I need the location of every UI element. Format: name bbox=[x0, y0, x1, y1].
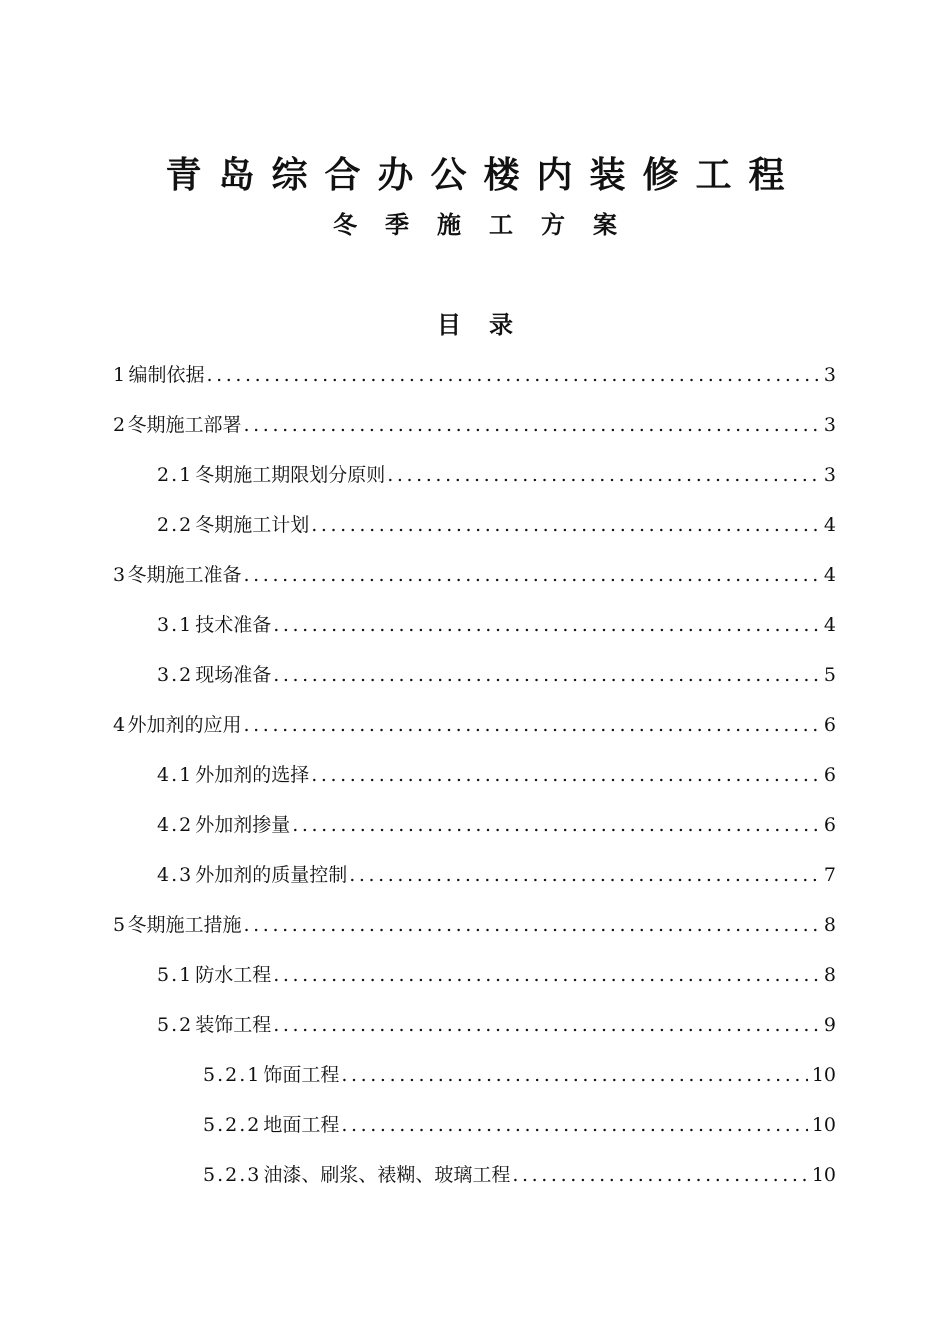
toc-entry-number: 5.2.1 bbox=[203, 1064, 262, 1086]
toc-entry-label: 冬期施工措施 bbox=[127, 914, 242, 936]
toc-entry-page: 6 bbox=[823, 764, 836, 786]
document-title: 青岛综合办公楼内装修工程 bbox=[165, 154, 802, 196]
toc-leader-dots bbox=[387, 450, 820, 500]
toc-entry-number: 4.3 bbox=[157, 864, 194, 886]
toc-entry-page: 10 bbox=[811, 1164, 836, 1186]
toc-entry-page: 4 bbox=[823, 614, 836, 636]
toc-entry-2-2[interactable] bbox=[157, 500, 836, 550]
toc-entry-label: 外加剂的选择 bbox=[195, 764, 310, 786]
toc-entry-number: 3.1 bbox=[157, 614, 194, 636]
toc-entry-2[interactable] bbox=[113, 400, 836, 450]
toc-entry-label: 现场准备 bbox=[195, 664, 272, 686]
toc-entry-number: 3 bbox=[113, 564, 126, 586]
toc-entry-number: 4.2 bbox=[157, 814, 194, 836]
toc-entry-label: 技术准备 bbox=[195, 614, 272, 636]
toc-entry-page: 5 bbox=[823, 664, 836, 686]
toc-entry-page: 3 bbox=[823, 414, 836, 436]
toc-leader-dots bbox=[341, 1050, 807, 1100]
toc-entry-4[interactable] bbox=[113, 700, 836, 750]
toc-entry-5-2-1[interactable] bbox=[203, 1050, 836, 1100]
toc-leader-dots bbox=[244, 900, 820, 950]
toc-entry-label: 外加剂掺量 bbox=[195, 814, 291, 836]
toc-entry-page: 3 bbox=[823, 364, 836, 386]
toc-entry-4-2[interactable] bbox=[157, 800, 836, 850]
toc-entry-2-1[interactable] bbox=[157, 450, 836, 500]
toc-leader-dots bbox=[512, 1150, 807, 1200]
toc-entry-label: 编制依据 bbox=[128, 364, 205, 386]
toc-entry-number: 2 bbox=[113, 414, 126, 436]
toc-entry-page: 4 bbox=[823, 564, 836, 586]
toc-entry-5-2-3[interactable] bbox=[203, 1150, 836, 1200]
toc-heading: 目录 bbox=[437, 310, 541, 339]
toc-entry-number: 5.2 bbox=[157, 1014, 194, 1036]
document-subtitle: 冬季施工方案 bbox=[333, 210, 645, 239]
toc-leader-dots bbox=[311, 750, 820, 800]
toc-entry-number: 1 bbox=[113, 364, 126, 386]
toc-leader-dots bbox=[244, 700, 820, 750]
toc-leader-dots bbox=[273, 950, 820, 1000]
toc-leader-dots bbox=[244, 550, 820, 600]
toc-entry-label: 饰面工程 bbox=[263, 1064, 340, 1086]
toc-entry-page: 8 bbox=[823, 914, 836, 936]
toc-entry-number: 5 bbox=[113, 914, 126, 936]
toc-entry-1[interactable] bbox=[113, 350, 836, 400]
toc-entry-label: 地面工程 bbox=[263, 1114, 340, 1136]
toc-entry-label: 冬期施工计划 bbox=[195, 514, 310, 536]
toc-entry-number: 5.1 bbox=[157, 964, 194, 986]
toc-entry-label: 外加剂的质量控制 bbox=[195, 864, 348, 886]
toc-entry-4-3[interactable] bbox=[157, 850, 836, 900]
toc-entry-number: 5.2.2 bbox=[203, 1114, 262, 1136]
toc-entry-label: 装饰工程 bbox=[195, 1014, 272, 1036]
toc-leader-dots bbox=[292, 800, 820, 850]
toc-entry-label: 冬期施工期限划分原则 bbox=[195, 464, 386, 486]
toc-entry-number: 4 bbox=[113, 714, 126, 736]
toc-entry-page: 4 bbox=[823, 514, 836, 536]
toc-leader-dots bbox=[273, 650, 820, 700]
toc-entry-5-2[interactable] bbox=[157, 1000, 836, 1050]
toc-entry-page: 10 bbox=[811, 1114, 836, 1136]
toc-entry-4-1[interactable] bbox=[157, 750, 836, 800]
toc-entry-page: 3 bbox=[823, 464, 836, 486]
toc-leader-dots bbox=[273, 600, 820, 650]
toc-entry-number: 3.2 bbox=[157, 664, 194, 686]
toc-entry-page: 8 bbox=[823, 964, 836, 986]
toc-entry-3[interactable] bbox=[113, 550, 836, 600]
toc-entry-5[interactable] bbox=[113, 900, 836, 950]
toc-entry-page: 6 bbox=[823, 814, 836, 836]
toc-leader-dots bbox=[349, 850, 820, 900]
toc-entry-5-2-2[interactable] bbox=[203, 1100, 836, 1150]
toc-leader-dots bbox=[311, 500, 820, 550]
toc-leader-dots bbox=[273, 1000, 820, 1050]
toc-leader-dots bbox=[244, 400, 820, 450]
toc-entry-label: 防水工程 bbox=[195, 964, 272, 986]
toc-entry-label: 外加剂的应用 bbox=[127, 714, 242, 736]
toc-leader-dots bbox=[341, 1100, 807, 1150]
toc-entry-number: 4.1 bbox=[157, 764, 194, 786]
toc-entry-page: 10 bbox=[811, 1064, 836, 1086]
toc-leader-dots bbox=[206, 350, 819, 400]
toc-entry-label: 油漆、刷浆、裱糊、玻璃工程 bbox=[263, 1164, 511, 1186]
toc-entry-page: 7 bbox=[823, 864, 836, 886]
toc-entry-number: 2.1 bbox=[157, 464, 194, 486]
toc-entry-label: 冬期施工部署 bbox=[127, 414, 242, 436]
toc-entry-page: 9 bbox=[823, 1014, 836, 1036]
toc-entry-number: 5.2.3 bbox=[203, 1164, 262, 1186]
toc-entry-3-1[interactable] bbox=[157, 600, 836, 650]
toc-entry-page: 6 bbox=[823, 714, 836, 736]
toc-entry-number: 2.2 bbox=[157, 514, 194, 536]
toc-entry-5-1[interactable] bbox=[157, 950, 836, 1000]
toc-entry-3-2[interactable] bbox=[157, 650, 836, 700]
toc-entry-label: 冬期施工准备 bbox=[127, 564, 242, 586]
